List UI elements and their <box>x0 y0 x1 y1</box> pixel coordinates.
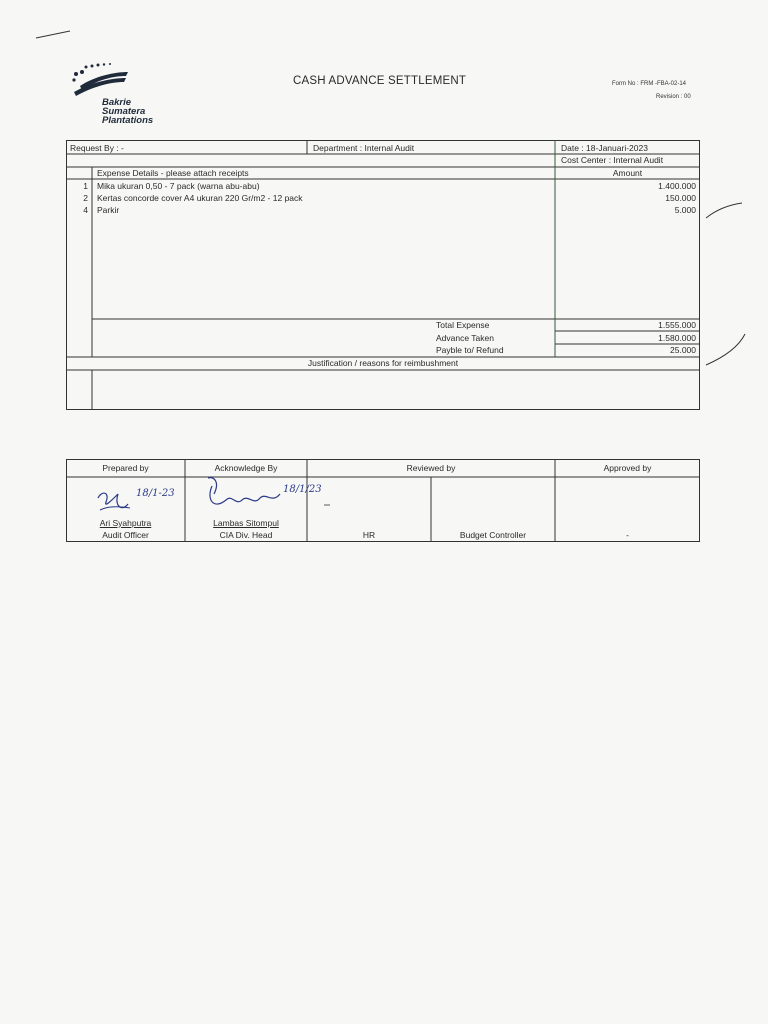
row-description: Mika ukuran 0,50 - 7 pack (warna abu-abu) <box>97 181 260 191</box>
prepared-by-header: Prepared by <box>102 463 149 473</box>
prepared-title: Audit Officer <box>102 530 149 540</box>
row-amount: 150.000 <box>665 193 696 203</box>
total-expense-label: Total Expense <box>436 320 490 330</box>
advance-taken-value: 1.580.000 <box>658 333 696 343</box>
budget-controller-label: Budget Controller <box>459 530 527 540</box>
acknowledge-title: CIA Div. Head <box>219 530 273 540</box>
acknowledge-name: Lambas Sitompul <box>213 518 279 528</box>
row-number: 2 <box>83 193 88 203</box>
form-number: Form No : FRM -FBA-02-14 <box>612 81 687 87</box>
row-amount: 5.000 <box>674 205 696 215</box>
logo-line-1: Bakrie <box>102 97 132 108</box>
acknowledge-date: 18/1/23 <box>283 484 322 495</box>
logo-line-3: Plantations <box>102 115 154 126</box>
expense-details-header: Expense Details - please attach receipts <box>97 168 249 178</box>
date: Date : 18-Januari-2023 <box>561 143 648 153</box>
advance-taken-label: Advance Taken <box>436 333 494 343</box>
row-description: Kertas concorde cover A4 ukuran 220 Gr/m2 - 12 pack <box>97 193 303 203</box>
row-amount: 1.400.000 <box>658 181 696 191</box>
cost-center: Cost Center : Internal Audit <box>561 155 664 165</box>
payable-value: 25.000 <box>670 345 696 355</box>
hr-label: HR <box>362 530 376 540</box>
form-revision: Revision : 00 <box>656 94 691 100</box>
total-expense-value: 1.555.000 <box>658 320 696 330</box>
acknowledge-by-header: Acknowledge By <box>214 463 278 473</box>
prepared-name: Ari Syahputra <box>99 518 152 528</box>
reviewed-by-header: Reviewed by <box>406 463 456 473</box>
amount-header: Amount <box>612 168 643 178</box>
approved-value: - <box>626 530 629 540</box>
payable-label: Payble to/ Refund <box>436 345 504 355</box>
department: Department : Internal Audit <box>313 143 415 153</box>
request-by: Request By : - <box>70 143 124 153</box>
form-title: CASH ADVANCE SETTLEMENT <box>293 75 467 87</box>
justification-header: Justification / reasons for reimbushment <box>307 358 459 368</box>
approved-by-header: Approved by <box>603 463 652 473</box>
logo-line-2: Sumatera <box>102 106 146 117</box>
prepared-date: 18/1-23 <box>136 488 175 499</box>
row-description: Parkir <box>97 205 120 215</box>
row-number: 1 <box>83 181 88 191</box>
row-number: 4 <box>83 205 88 215</box>
